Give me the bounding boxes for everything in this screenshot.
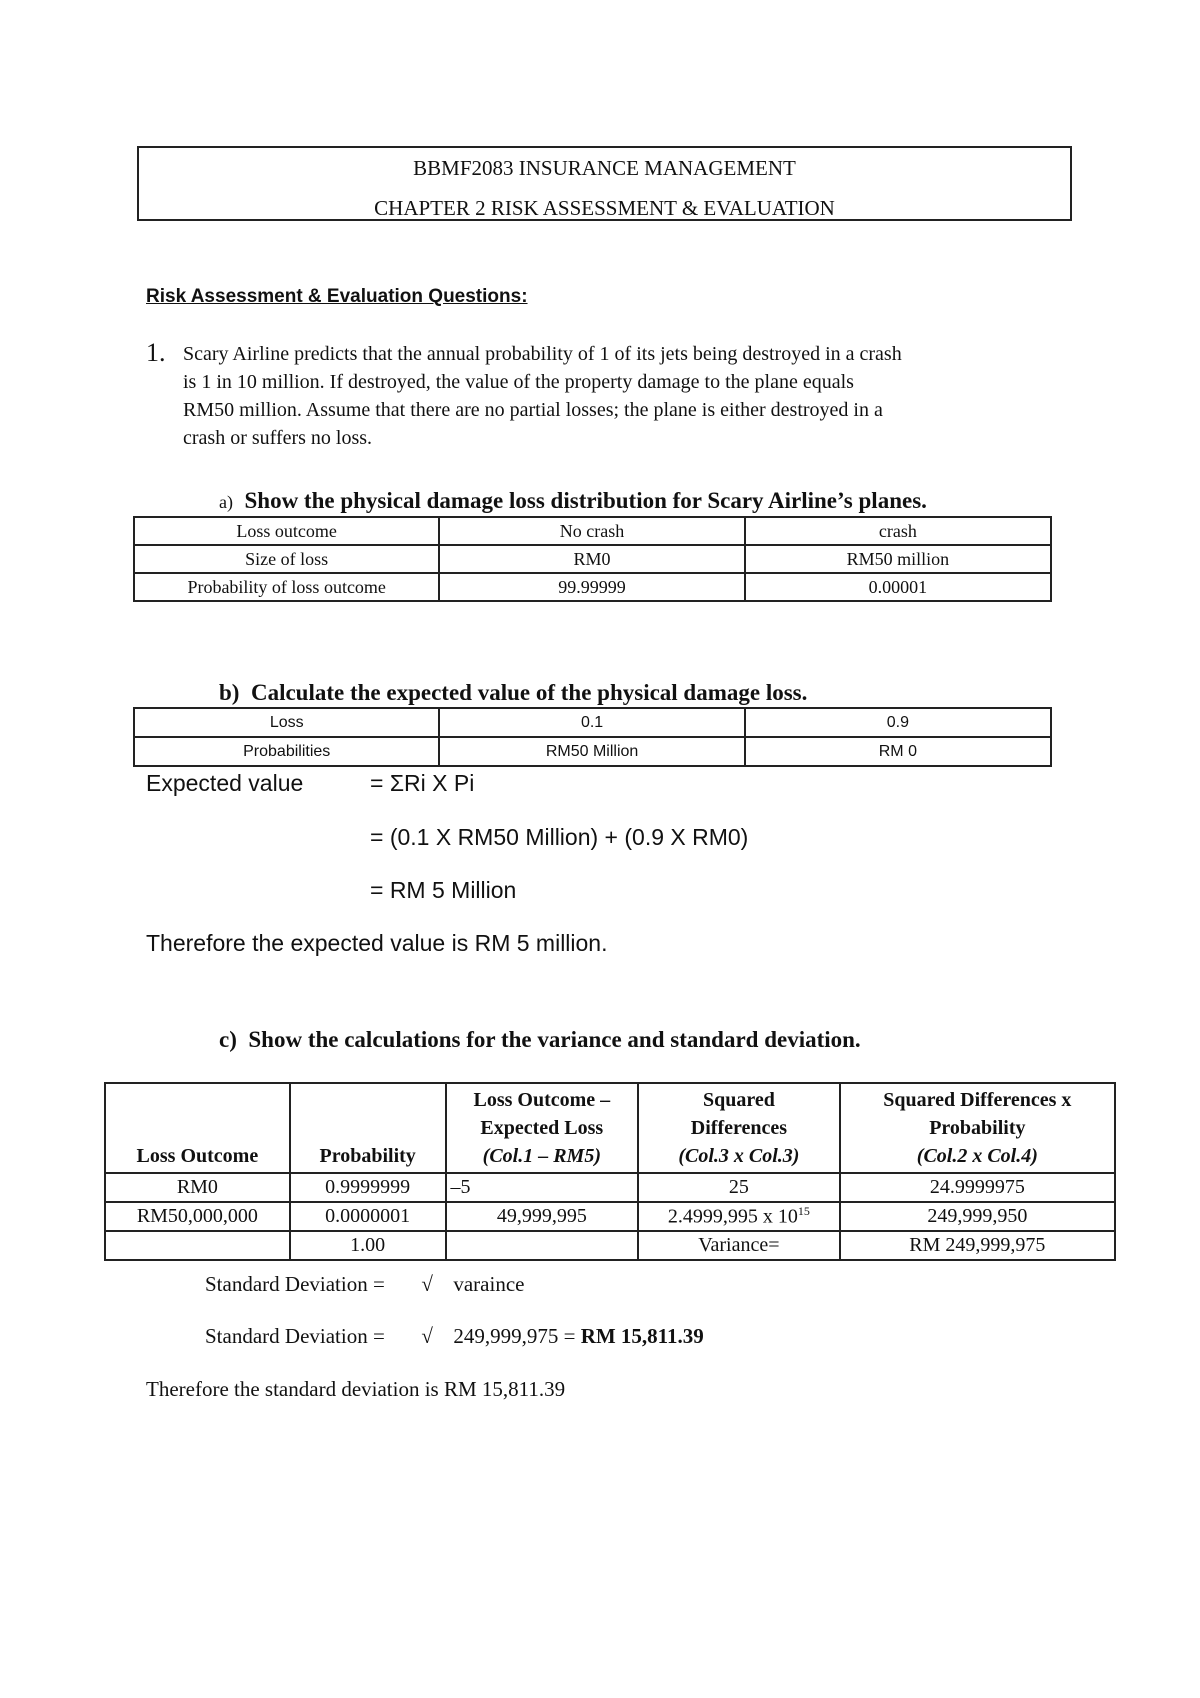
part-a-heading	[219, 488, 927, 514]
question-line: is 1 in 10 million. If destroyed, the value of the property damage to the plane equals	[183, 371, 854, 393]
part-b-heading	[219, 680, 807, 706]
table-cell	[446, 1231, 639, 1260]
table-row	[105, 1231, 1115, 1260]
expected-value-table	[133, 707, 1052, 767]
question-number: 1.	[146, 338, 166, 367]
table-row	[134, 737, 1051, 766]
header-cell	[290, 1083, 446, 1173]
part-b-marker: b)	[219, 680, 240, 705]
header-cell	[105, 1083, 290, 1173]
table-cell: RM0	[439, 545, 744, 573]
table-cell: 1.00	[290, 1231, 446, 1260]
table-cell: Probability of loss outcome	[134, 573, 439, 601]
table-cell: RM50 Million	[439, 737, 744, 766]
part-c-title: Show the calculations for the variance and standard deviation.	[248, 1027, 861, 1052]
header-cell	[840, 1083, 1115, 1173]
question-line: crash or suffers no loss.	[183, 427, 373, 449]
exponent: 15	[797, 1204, 810, 1219]
formula-line: = (0.1 X RM50 Million) + (0.9 X RM0)	[370, 824, 749, 850]
table-cell: 0.9999999	[290, 1173, 446, 1202]
table-cell: 0.00001	[745, 573, 1051, 601]
variance-table	[104, 1082, 1116, 1261]
table-cell: Probabilities	[134, 737, 439, 766]
table-cell: 25	[638, 1173, 840, 1202]
table-cell: 24.9999975	[840, 1173, 1115, 1202]
table-row	[134, 573, 1051, 601]
header-formula: (Col.1 – RM5)	[482, 1145, 601, 1167]
table-cell: –5	[446, 1173, 639, 1202]
header-formula: (Col.3 x Col.3)	[678, 1145, 800, 1167]
document-header	[137, 146, 1072, 221]
sqrt-symbol: √	[421, 1272, 433, 1296]
table-cell: Loss	[134, 708, 439, 737]
header-label: Loss Outcome –	[473, 1089, 611, 1111]
course-title: BBMF2083 INSURANCE MANAGEMENT	[413, 156, 796, 180]
std-dev-line-2	[205, 1324, 704, 1349]
table-cell	[638, 1202, 840, 1231]
table-cell: 249,999,950	[840, 1202, 1115, 1231]
table-row	[134, 708, 1051, 737]
sqrt-symbol: √	[421, 1324, 433, 1348]
header-label: Probability	[319, 1145, 416, 1167]
header-label: Squared	[702, 1089, 775, 1111]
part-c-heading	[219, 1027, 861, 1053]
section-heading: Risk Assessment & Evaluation Questions:	[146, 286, 528, 307]
table-cell: Loss outcome	[134, 517, 439, 545]
table-cell: crash	[745, 517, 1051, 545]
header-cell	[446, 1083, 639, 1173]
table-cell: RM0	[105, 1173, 290, 1202]
table-cell: 0.1	[439, 708, 744, 737]
header-formula: (Col.2 x Col.4)	[916, 1145, 1038, 1167]
header-label: Expected Loss	[480, 1117, 604, 1139]
question-line: Scary Airline predicts that the annual probability of 1 of its jets being destroyed in a crash	[183, 343, 902, 365]
table-row	[134, 517, 1051, 545]
header-cell	[638, 1083, 840, 1173]
table-cell: Variance=	[638, 1231, 840, 1260]
table-cell: RM50,000,000	[105, 1202, 290, 1231]
table-cell: Size of loss	[134, 545, 439, 573]
table-row	[105, 1202, 1115, 1231]
std-dev-expression: varaince	[453, 1272, 525, 1296]
formula-line: = RM 5 Million	[370, 877, 517, 903]
table-cell: 0.0000001	[290, 1202, 446, 1231]
table-cell: 99.99999	[439, 573, 744, 601]
std-dev-conclusion: Therefore the standard deviation is RM 15,811.39	[146, 1377, 566, 1401]
table-cell: 49,999,995	[446, 1202, 639, 1231]
table-cell: 0.9	[745, 708, 1051, 737]
std-dev-expression: 249,999,975 =	[453, 1324, 576, 1348]
header-label: Loss Outcome	[136, 1145, 259, 1167]
squared-diff-value: 2.4999,995 x 10	[667, 1205, 798, 1228]
part-b-title: Calculate the expected value of the physical damage loss.	[250, 680, 808, 705]
std-dev-label: Standard Deviation =	[205, 1272, 385, 1296]
question-line: RM50 million. Assume that there are no partial losses; the plane is either destroyed in a	[183, 399, 883, 421]
table-cell	[105, 1231, 290, 1260]
table-cell: RM 0	[745, 737, 1051, 766]
part-c-marker: c)	[219, 1027, 237, 1052]
header-label: Squared Differences x	[883, 1089, 1072, 1111]
std-dev-result: RM 15,811.39	[580, 1324, 704, 1348]
table-row	[105, 1173, 1115, 1202]
table-row	[134, 545, 1051, 573]
table-cell: RM50 million	[745, 545, 1051, 573]
table-cell: No crash	[439, 517, 744, 545]
expected-value-label: Expected value	[146, 770, 304, 796]
header-label: Probability	[929, 1117, 1026, 1139]
table-header-row	[105, 1083, 1115, 1173]
header-label: Differences	[690, 1117, 788, 1139]
formula-line: = ΣRi X Pi	[370, 770, 475, 796]
chapter-title: CHAPTER 2 RISK ASSESSMENT & EVALUATION	[374, 196, 835, 220]
part-a-marker: a)	[219, 492, 233, 512]
expected-value-conclusion: Therefore the expected value is RM 5 million.	[146, 930, 608, 956]
table-cell: RM 249,999,975	[840, 1231, 1115, 1260]
std-dev-label: Standard Deviation =	[205, 1324, 385, 1348]
part-a-title: Show the physical damage loss distribution for Scary Airline’s planes.	[244, 488, 927, 513]
question-text	[183, 340, 1083, 452]
loss-distribution-table	[133, 516, 1052, 602]
std-dev-line-1	[205, 1272, 524, 1297]
